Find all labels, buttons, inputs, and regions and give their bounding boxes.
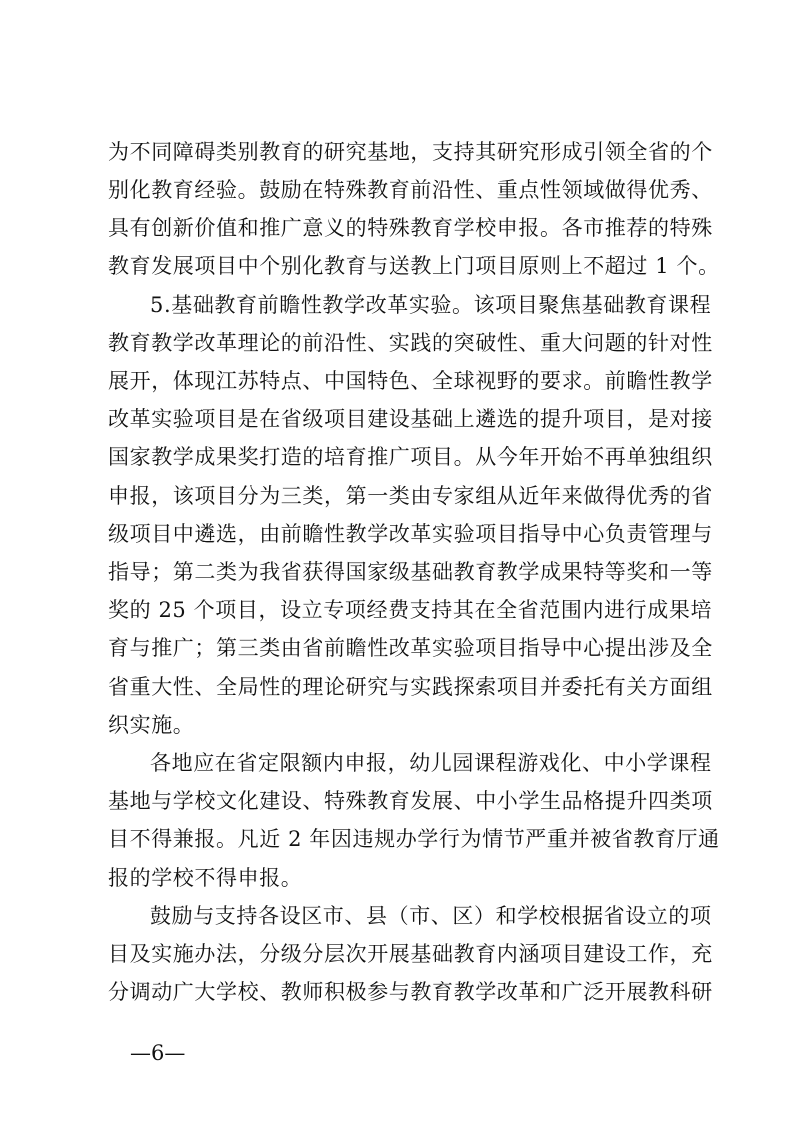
text-line: 目及实施办法，分级分层次开展基础教育内涵项目建设工作，充 [108,942,713,966]
text-line: 教育发展项目中个别化教育与送教上门项目原则上不超过 1 个。 [108,254,720,278]
text-line: 分调动广大学校、教师积极参与教育教学改革和广泛开展教科研 [108,980,713,1004]
text-line: 织实施。 [108,713,195,737]
text-line: 申报，该项目分为三类，第一类由专家组从近年来做得优秀的省 [108,484,713,508]
text-line: 国家教学成果奖打造的培育推广项目。从今年开始不再单独组织 [108,445,713,469]
text-line: 具有创新价值和推广意义的特殊教育学校申报。各市推荐的特殊 [108,216,713,240]
text-line: 展开，体现江苏特点、中国特色、全球视野的要求。前瞻性教学 [108,369,713,393]
text-line: 省重大性、全局性的理论研究与实践探索项目并委托有关方面组 [108,675,713,699]
text-line: 育与推广；第三类由省前瞻性改革实验项目指导中心提出涉及全 [108,636,713,660]
text-line: 改革实验项目是在省级项目建设基础上遴选的提升项目，是对接 [108,407,713,431]
text-line: 级项目中遴选，由前瞻性教学改革实验项目指导中心负责管理与 [108,522,713,546]
text-line: 别化教育经验。鼓励在特殊教育前沿性、重点性领域做得优秀、 [108,178,713,202]
paragraph-first-line: 5.基础教育前瞻性教学改革实验。该项目聚焦基础教育课程 [150,293,712,317]
paragraph-first-line: 鼓励与支持各设区市、县（市、区）和学校根据省设立的项 [150,904,712,928]
text-line: 奖的 25 个项目，设立专项经费支持其在全省范围内进行成果培 [108,598,713,622]
text-line: 为不同障碍类别教育的研究基地，支持其研究形成引领全省的个 [108,140,713,164]
paragraph-first-line: 各地应在省定限额内申报，幼儿园课程游戏化、中小学课程 [150,751,712,775]
text-line: 教育教学改革理论的前沿性、实践的突破性、重大问题的针对性 [108,331,713,355]
text-line: 基地与学校文化建设、特殊教育发展、中小学生品格提升四类项 [108,789,713,813]
page-number: —6— [130,1041,186,1065]
text-line: 指导；第二类为我省获得国家级基础教育教学成果特等奖和一等 [108,560,713,584]
text-line: 报的学校不得申报。 [108,866,303,890]
text-line: 目不得兼报。凡近 2 年因违规办学行为情节严重并被省教育厅通 [108,827,720,851]
